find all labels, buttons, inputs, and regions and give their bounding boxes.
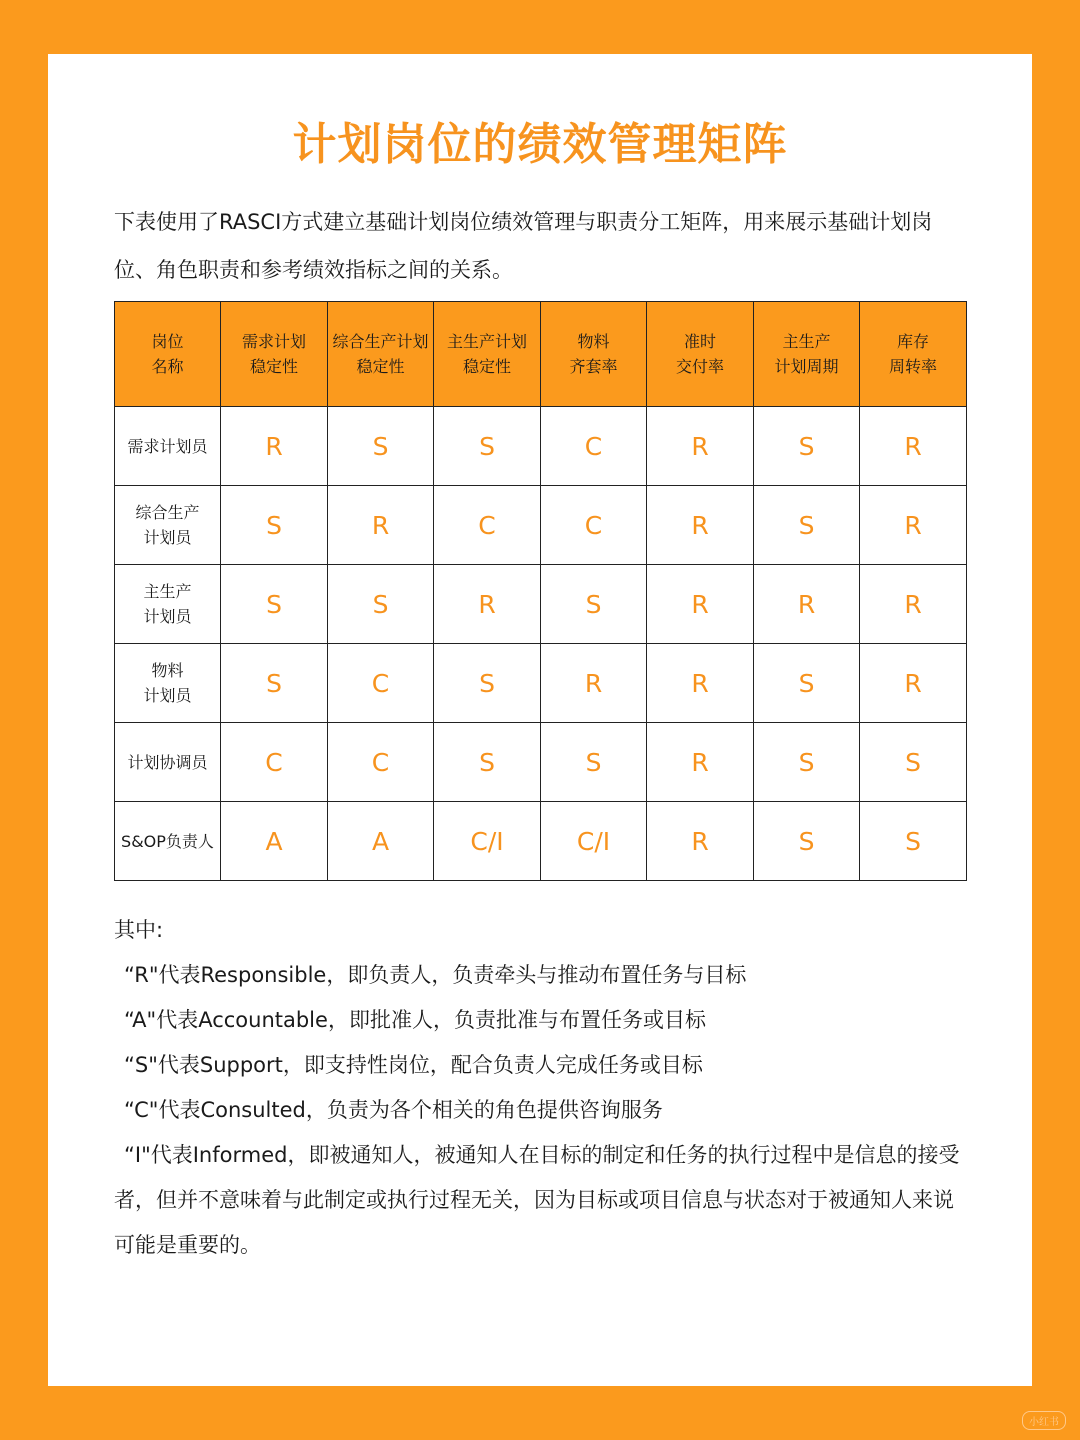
role-line: 计划协调员: [127, 752, 208, 772]
watermark-logo: 小红书: [1022, 1411, 1066, 1430]
header-line: 稳定性: [462, 357, 511, 376]
value-cell: R: [647, 565, 754, 644]
value-cell: C: [541, 407, 647, 486]
role-cell: [115, 802, 221, 881]
header-line: 需求计划: [241, 332, 306, 351]
role-cell: [115, 407, 221, 486]
role-cell: [115, 723, 221, 802]
value-cell: R: [647, 407, 754, 486]
header-cell: [434, 302, 541, 407]
header-line: 稳定性: [356, 357, 405, 376]
value-cell: C/I: [541, 802, 647, 881]
value-cell: S: [754, 802, 860, 881]
role-line: 计划员: [143, 528, 192, 547]
role-line: 物料: [151, 661, 184, 680]
header-cell: [115, 302, 221, 407]
value-cell: C: [541, 486, 647, 565]
value-cell: S: [754, 486, 860, 565]
value-cell: R: [647, 644, 754, 723]
value-cell: R: [647, 486, 754, 565]
value-cell: S: [221, 565, 328, 644]
value-cell: S: [860, 802, 967, 881]
header-cell: [221, 302, 328, 407]
header-line: 主生产计划: [446, 332, 527, 351]
table-row: [115, 565, 967, 644]
value-cell: S: [434, 407, 541, 486]
role-line: 计划员: [143, 607, 192, 626]
header-cell: [754, 302, 860, 407]
value-cell: S: [754, 407, 860, 486]
legend-item-a: “A"代表Accountable，即批准人，负责批准与布置任务或目标: [124, 1008, 706, 1032]
value-cell: A: [328, 802, 434, 881]
value-cell: R: [434, 565, 541, 644]
role-line: 综合生产: [135, 503, 200, 522]
value-cell: S: [434, 644, 541, 723]
legend-heading: 其中:: [114, 918, 164, 942]
role-cell: [115, 644, 221, 723]
header-line: 库存: [896, 332, 929, 351]
value-cell: S: [754, 644, 860, 723]
legend-item-i: “I"代表Informed，即被通知人，被通知人在目标的制定和任务的执行过程中是信息的接受者，但并不意味着与此制定或执行过程无关，因为目标或项目信息与状态对于被通知人来说可能是重要的。: [114, 1143, 960, 1257]
role-cell: [115, 486, 221, 565]
role-line: S&OP负责人: [121, 831, 214, 851]
value-cell: S: [221, 486, 328, 565]
value-cell: R: [860, 407, 967, 486]
value-cell: S: [541, 723, 647, 802]
role-line: 需求计划员: [127, 436, 208, 456]
value-cell: S: [328, 407, 434, 486]
header-line: 稳定性: [249, 357, 298, 376]
value-cell: R: [328, 486, 434, 565]
value-cell: R: [860, 486, 967, 565]
value-cell: C: [328, 644, 434, 723]
value-cell: R: [647, 802, 754, 881]
role-cell: [115, 565, 221, 644]
value-cell: R: [754, 565, 860, 644]
value-cell: S: [328, 565, 434, 644]
value-cell: R: [860, 565, 967, 644]
header-line: 交付率: [675, 357, 724, 376]
header-line: 计划周期: [774, 357, 839, 376]
table-header-row: [115, 302, 967, 407]
header-line: 名称: [151, 357, 184, 376]
legend-item-r: “R"代表Responsible，即负责人，负责牵头与推动布置任务与目标: [124, 963, 747, 987]
value-cell: C/I: [434, 802, 541, 881]
value-cell: S: [434, 723, 541, 802]
rasci-matrix-table: [114, 301, 967, 881]
value-cell: S: [754, 723, 860, 802]
header-line: 岗位: [151, 332, 184, 351]
header-line: 准时: [683, 332, 716, 351]
header-cell: [860, 302, 967, 407]
table-row: [115, 407, 967, 486]
legend-item-c: “C"代表Consulted，负责为各个相关的角色提供咨询服务: [124, 1098, 663, 1122]
header-line: 综合生产计划: [332, 332, 429, 351]
table-row: [115, 486, 967, 565]
legend-section: [114, 908, 970, 1268]
table-row: [115, 723, 967, 802]
value-cell: A: [221, 802, 328, 881]
role-line: 计划员: [143, 686, 192, 705]
table-row: [115, 802, 967, 881]
value-cell: R: [221, 407, 328, 486]
role-line: 主生产: [143, 582, 192, 601]
page-title: 计划岗位的绩效管理矩阵: [292, 119, 788, 170]
value-cell: S: [541, 565, 647, 644]
value-cell: R: [860, 644, 967, 723]
header-line: 物料: [577, 332, 610, 351]
value-cell: C: [328, 723, 434, 802]
header-line: 主生产: [782, 332, 831, 351]
value-cell: S: [860, 723, 967, 802]
intro-paragraph: 下表使用了RASCI方式建立基础计划岗位绩效管理与职责分工矩阵，用来展示基础计划岗位、角色职责和参考绩效指标之间的关系。: [114, 210, 933, 282]
table-row: [115, 644, 967, 723]
header-line: 齐套率: [569, 357, 618, 376]
value-cell: S: [221, 644, 328, 723]
header-cell: [541, 302, 647, 407]
header-line: 周转率: [888, 357, 937, 376]
value-cell: C: [434, 486, 541, 565]
value-cell: R: [647, 723, 754, 802]
header-cell: [647, 302, 754, 407]
value-cell: C: [221, 723, 328, 802]
value-cell: R: [541, 644, 647, 723]
header-cell: [328, 302, 434, 407]
legend-item-s: “S"代表Support，即支持性岗位，配合负责人完成任务或目标: [124, 1053, 703, 1077]
